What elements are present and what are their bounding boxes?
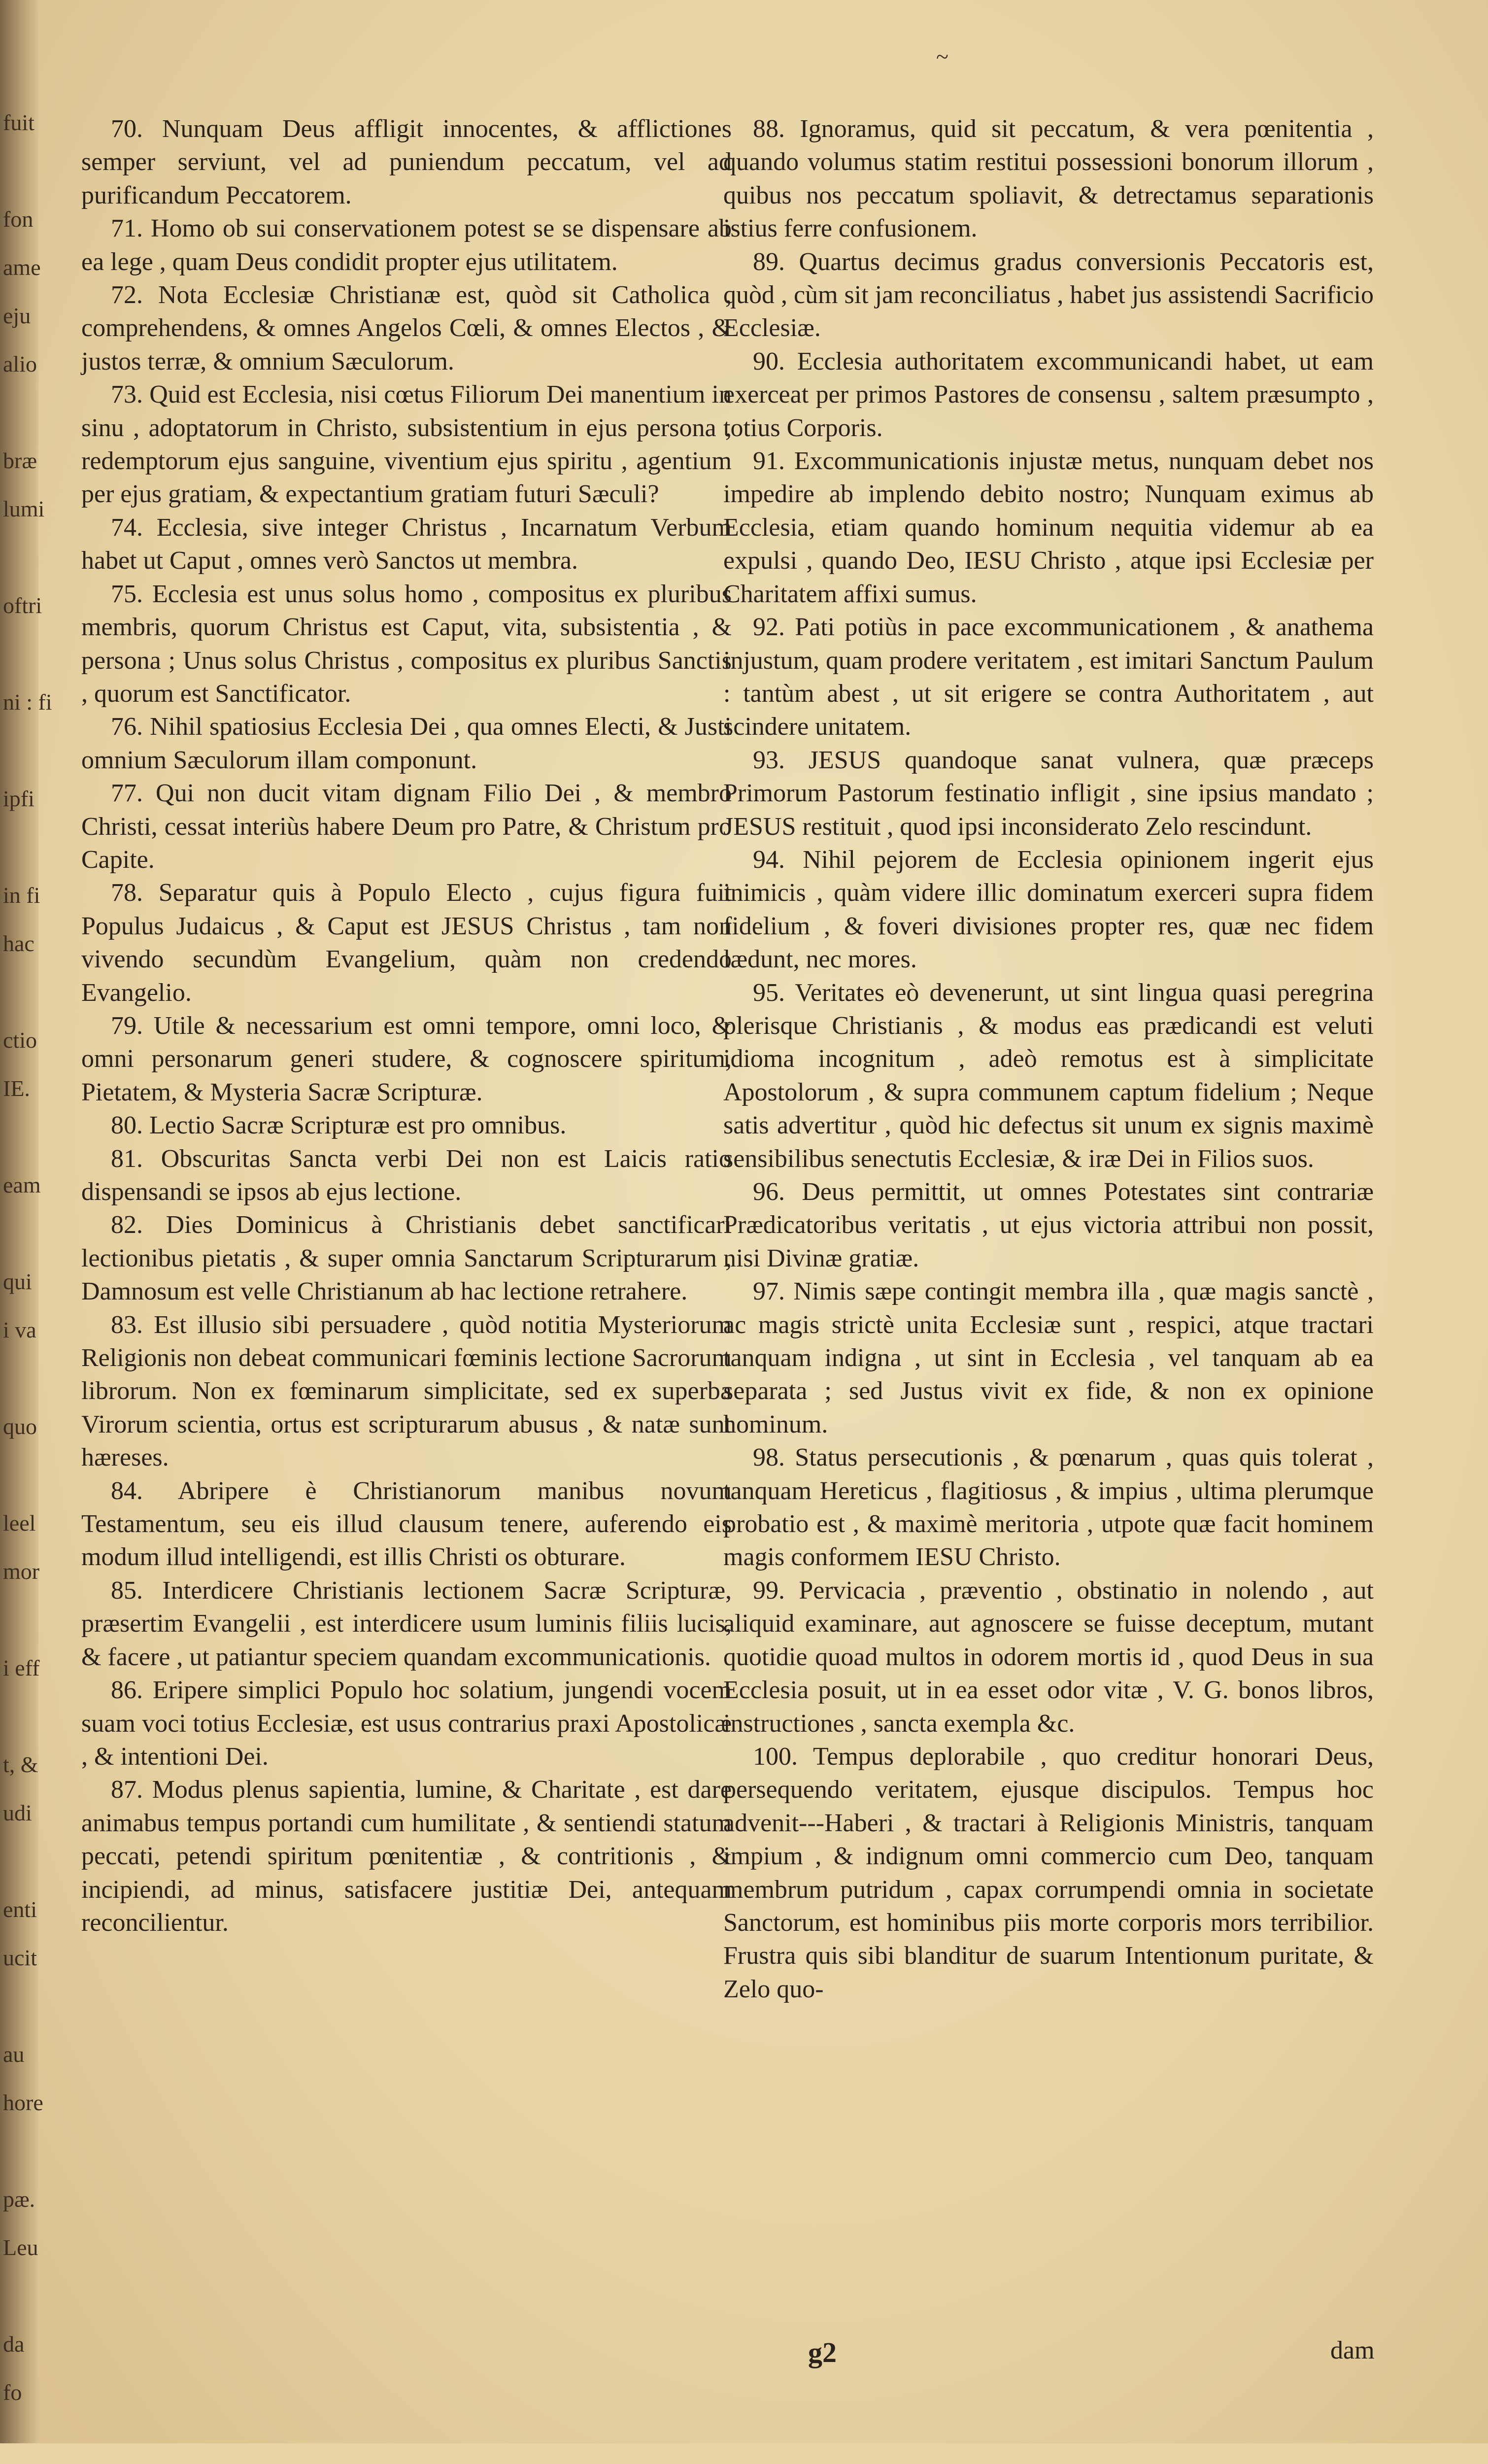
page-signature: g2 <box>808 2336 837 2368</box>
paragraph-number: 72. <box>111 281 143 309</box>
margin-fragment: ni : fi <box>3 689 52 715</box>
facing-page-margin-fragments <box>0 99 52 2415</box>
paragraph-number: 83. <box>111 1310 143 1339</box>
paragraph-number: 91. <box>753 447 785 476</box>
numbered-paragraph <box>81 777 732 876</box>
numbered-paragraph <box>81 1308 732 1474</box>
paragraph-number: 84. <box>111 1476 143 1505</box>
left-text-column <box>81 112 732 2291</box>
paragraph-text: Dies Dominicus à Christianis debet sanctificari lectionibus pietatis , & super omnia Sanctarum Scripturarum , Damnosum est velle Christianum ab hac lectione retrahere. <box>81 1211 732 1306</box>
margin-fragment: leel <box>3 1510 36 1536</box>
margin-fragment: eam <box>3 1172 41 1198</box>
numbered-paragraph <box>81 1574 732 1674</box>
numbered-paragraph <box>81 876 732 1009</box>
paragraph-number: 86. <box>111 1676 143 1705</box>
paragraph-text: Status persecutionis , & pœnarum , quas quis tolerat , tanquam Hereticus , flagitiosus , & impius , ultima plerumque probatio est , & maximè meritoria , utpote quæ facit hominem magis conformem IESU Christo. <box>723 1443 1374 1572</box>
margin-fragment: eju <box>3 303 31 328</box>
paragraph-text: Tempus deplorabile , quo creditur honorari Deus, persequendo veritatem, ejusque discipulos. Tempus hoc advenit---Haberi , & tractari à Religionis Ministris, tanquam impium , & indignum omni commercio cum Deo, tanquam membrum putridum , capax corrumpendi omnia in societate Sanctorum, est hominibus piis morte corporis mors terribilior. Frustra quis sibi blanditur de suarum Intentionum puritate, & Zelo quo- <box>723 1742 1374 2003</box>
paragraph-text: Modus plenus sapientia, lumine, & Charitate , est dare animabus tempus portandi cum humilitate , & sentiendi statum peccati, petendi spiritum pœnitentiæ , & contritionis , & incipiendi, ad minus, satisfacere justitiæ Dei, antequam reconcilientur. <box>81 1776 732 1937</box>
numbered-paragraph <box>723 245 1374 345</box>
margin-fragment <box>0 1354 39 1403</box>
margin-fragment: quo <box>3 1414 37 1439</box>
paragraph-number: 71. <box>111 214 143 243</box>
paragraph-text: Nihil spatiosius Ecclesia Dei , qua omnes Electi, & Justi omnium Sæculorum illam componunt. <box>81 713 732 774</box>
paragraph-text: Quid est Ecclesia, nisi cœtus Filiorum Dei manentium in sinu , adoptatorum in Christo, subsistentium in ejus persona , redemptorum ejus sanguine, viventium ejus spiritu , agentium per ejus gratiam, & expectantium gratiam futuri Sæculi? <box>81 380 732 509</box>
paragraph-text: Ecclesia est unus solus homo , compositus ex pluribus membris, quorum Christus est Caput, vita, subsistentia , & persona ; Unus solus Christus , compositus ex pluribus Sanctis , quorum est Sanctificator. <box>81 580 732 708</box>
margin-fragment: i eff <box>3 1655 40 1680</box>
paragraph-number: 99. <box>753 1576 785 1605</box>
margin-fragment: bræ <box>3 448 37 473</box>
numbered-paragraph <box>81 1474 732 1574</box>
paragraph-text: Separatur quis à Populo Electo , cujus figura fuit Populus Judaicus , & Caput est JESUS Christus , tam non vivendo secundùm Evangelium, quàm non credendo Evangelio. <box>81 879 732 1007</box>
numbered-paragraph <box>81 1009 732 1109</box>
paragraph-number: 94. <box>753 845 785 874</box>
margin-fragment: hore <box>3 2090 43 2115</box>
paragraph-text: Ecclesia, sive integer Christus , Incarnatum Verbum habet ut Caput , omnes verò Sanctos ut membra. <box>81 513 732 575</box>
numbered-paragraph <box>81 511 732 578</box>
margin-fragment <box>0 533 39 582</box>
paragraph-text: Deus permittit, ut omnes Potestates sint contrariæ Prædicatoribus veritatis , ut ejus victoria attribui non possit, nisi Divinæ gratiæ. <box>723 1178 1374 1272</box>
margin-fragment: fo <box>3 2380 22 2405</box>
margin-fragment: ame <box>3 255 41 280</box>
margin-fragment <box>0 1113 39 1161</box>
paragraph-number: 77. <box>111 779 143 808</box>
margin-fragment: pæ. <box>3 2187 35 2212</box>
numbered-paragraph <box>81 710 732 777</box>
margin-fragment <box>0 2272 39 2320</box>
margin-fragment: alio <box>3 351 37 376</box>
margin-fragment <box>0 1837 39 1885</box>
numbered-paragraph <box>723 1574 1374 1740</box>
numbered-paragraph <box>81 1208 732 1308</box>
numbered-paragraph <box>723 976 1374 1175</box>
paragraph-text: Lectio Sacræ Scripturæ est pro omnibus. <box>143 1111 567 1140</box>
margin-fragment: enti <box>3 1897 37 1922</box>
margin-fragment: lumi <box>3 496 45 521</box>
margin-fragment: au <box>3 2042 25 2067</box>
paragraph-text: Quartus decimus gradus conversionis Peccatoris est, quòd , cùm sit jam reconciliatus , habet jus assistendi Sacrificio Ecclesiæ. <box>723 247 1374 342</box>
margin-fragment: fon <box>3 206 34 232</box>
paragraph-number: 88. <box>753 115 785 143</box>
numbered-paragraph <box>723 445 1374 611</box>
numbered-paragraph <box>723 345 1374 445</box>
paragraph-number: 75. <box>111 580 143 608</box>
margin-fragment <box>0 388 39 437</box>
paragraph-text: Nimis sæpe contingit membra illa , quæ magis sanctè , ac magis strictè unita Ecclesiæ sunt , respici, atque tractari tanquam indigna , ut sint in Ecclesia , vel tanquam ab ea separata ; sed Justus vivit ex fide, & non ex opinione hominum. <box>723 1277 1374 1438</box>
paragraph-text: Abripere è Christianorum manibus novum Testamentum, seu eis illud clausum tenere, auferendo eis modum illud intelligendi, est illis Christi os obturare. <box>81 1476 732 1572</box>
paragraph-text: Excommunicationis injustæ metus, nunquam debet nos impedire ab implendo debito nostro; Nunquam eximus ab Ecclesia, etiam quando hominum nequitia videmur ab ea expulsi , quando Deo, IESU Christo , atque ipsi Ecclesiæ per Charitatem affixi sumus. <box>723 447 1374 608</box>
numbered-paragraph <box>723 112 1374 245</box>
margin-fragment: t, & <box>3 1752 38 1777</box>
paragraph-text: Utile & necessarium est omni tempore, omni loco, & omni personarum generi studere, & cognoscere spiritum, Pietatem, & Mysteria Sacræ Scripturæ. <box>81 1011 732 1106</box>
paragraph-number: 89. <box>753 247 785 276</box>
paragraph-text: Eripere simplici Populo hoc solatium, jungendi vocem suam voci totius Ecclesiæ, est usus contrarius praxi Apostolicæ , & intentioni Dei. <box>81 1676 732 1771</box>
margin-fragment <box>0 1982 39 2030</box>
margin-fragment: ucit <box>3 1945 37 1970</box>
margin-fragment: in fi <box>3 883 40 908</box>
margin-fragment <box>0 968 39 1016</box>
paragraph-number: 96. <box>753 1178 785 1206</box>
margin-fragment: udi <box>3 1800 32 1825</box>
numbered-paragraph <box>81 212 732 278</box>
margin-fragment <box>0 1596 39 1644</box>
paragraph-number: 73. <box>111 380 143 409</box>
margin-fragment <box>0 1209 39 1258</box>
margin-fragment: oftri <box>3 593 42 618</box>
paragraph-number: 79. <box>111 1011 143 1040</box>
margin-fragment <box>0 2127 39 2175</box>
numbered-paragraph <box>81 1773 732 1939</box>
paragraph-number: 78. <box>111 879 143 907</box>
paragraph-number: 82. <box>111 1211 143 1239</box>
paragraph-number: 70. <box>111 115 143 143</box>
margin-fragment: mor <box>3 1559 40 1584</box>
margin-fragment <box>0 630 39 678</box>
paragraph-text: Nihil pejorem de Ecclesia opinionem ingerit ejus inimicis , quàm videre illic dominatum exerceri supra fidem fidelium , & foveri divisiones propter res, quæ nec fidem lædunt, nec mores. <box>723 845 1374 974</box>
margin-fragment <box>0 2417 39 2464</box>
numbered-paragraph <box>81 1142 732 1209</box>
paragraph-number: 93. <box>753 746 785 774</box>
right-text-column <box>723 112 1374 2291</box>
numbered-paragraph <box>81 578 732 711</box>
paragraph-text: Nota Ecclesiæ Christianæ est, quòd sit Catholica , comprehendens, & omnes Angelos Cœli, & omnes Electos , & justos terræ, & omnium Sæculorum. <box>81 281 732 376</box>
paragraph-number: 100. <box>753 1742 798 1771</box>
paragraph-number: 98. <box>753 1443 785 1472</box>
paragraph-text: Ecclesia authoritatem excommunicandi habet, ut eam exerceat per primos Pastores de consensu , saltem præsumpto , totius Corporis. <box>723 347 1374 442</box>
margin-fragment <box>0 726 39 775</box>
paragraph-number: 92. <box>753 613 785 642</box>
margin-fragment: qui <box>3 1269 32 1294</box>
paragraph-text: Pervicacia , præventio , obstinatio in nolendo , aut aliquid examinare, aut agnoscere se fuisse deceptum, mutant quotidie quoad multos in odorem mortis id , quod Deus in sua Ecclesia posuit, ut in ea esset odor vitæ , V. G. bonos libros, instructiones , sancta exempla &c. <box>723 1576 1374 1738</box>
margin-fragment: i va <box>3 1317 36 1342</box>
paragraph-text: Homo ob sui conservationem potest se se dispensare ab ea lege , quam Deus condidit propter ejus utilitatem. <box>81 214 732 276</box>
margin-fragment: da <box>3 2331 25 2357</box>
paragraph-text: JESUS quandoque sanat vulnera, quæ præceps Primorum Pastorum festinatio infligit , sine ipsius mandato ; JESUS restituit , quod ipsi inconsiderato Zelo rescindunt. <box>723 746 1374 841</box>
numbered-paragraph <box>723 1275 1374 1441</box>
margin-fragment: Leu <box>3 2235 38 2260</box>
numbered-paragraph <box>81 1109 732 1142</box>
paragraph-number: 81. <box>111 1144 143 1173</box>
paragraph-number: 80. <box>111 1111 143 1140</box>
numbered-paragraph <box>81 378 732 511</box>
margin-fragment <box>0 1692 39 1741</box>
paragraph-text: Pati potiùs in pace excommunicationem , & anathema injustum, quam prodere veritatem , est imitari Sanctum Paulum : tantùm abest , ut sit erigere se contra Authoritatem , aut scindere unitatem. <box>723 613 1374 741</box>
margin-fragment <box>0 823 39 871</box>
numbered-paragraph <box>81 112 732 212</box>
numbered-paragraph <box>81 1674 732 1773</box>
margin-fragment: ipfi <box>3 786 34 811</box>
paragraph-number: 74. <box>111 513 143 542</box>
paragraph-text: Est illusio sibi persuadere , quòd notitia Mysteriorum Religionis non debeat communicari fœminis lectione Sacrorum librorum. Non ex fœminarum simplicitate, sed ex superba Virorum scientia, ortus est scripturarum abusus , & natæ sunt hæreses. <box>81 1310 732 1472</box>
margin-fragment: fuit <box>3 110 34 135</box>
paragraph-number: 87. <box>111 1776 143 1804</box>
paragraph-text: Nunquam Deus affligit innocentes, & afflictiones semper serviunt, vel ad puniendum peccatum, vel ad purificandum Peccatorem. <box>81 115 732 209</box>
paragraph-number: 95. <box>753 978 785 1007</box>
paragraph-text: Ignoramus, quid sit peccatum, & vera pœnitentia , quando volumus statim restitui possessioni bonorum illorum , quibus nos peccatum spoliavit, & detrectamus separationis istius ferre confusionem. <box>723 115 1374 243</box>
paragraph-number: 97. <box>753 1277 785 1306</box>
top-mark: ~ <box>936 44 948 69</box>
margin-fragment <box>0 1451 39 1499</box>
numbered-paragraph <box>723 611 1374 744</box>
paragraph-number: 90. <box>753 347 785 376</box>
paragraph-text: Qui non ducit vitam dignam Filio Dei , & membro Christi, cessat interiùs habere Deum pro Patre, & Christum pro Capite. <box>81 779 732 874</box>
margin-fragment: hac <box>3 931 34 956</box>
numbered-paragraph <box>723 1441 1374 1574</box>
paragraph-number: 76. <box>111 713 143 741</box>
margin-fragment: IE. <box>3 1076 30 1101</box>
numbered-paragraph <box>81 278 732 378</box>
numbered-paragraph <box>723 843 1374 976</box>
numbered-paragraph <box>723 1175 1374 1275</box>
margin-fragment: ctio <box>3 1027 37 1053</box>
margin-fragment <box>0 147 39 195</box>
catchword: dam <box>1330 2336 1375 2364</box>
numbered-paragraph <box>723 744 1374 843</box>
paragraph-text: Obscuritas Sancta verbi Dei non est Laicis ratio dispensandi se ipsos ab ejus lectione. <box>81 1144 732 1206</box>
paragraph-number: 85. <box>111 1576 143 1605</box>
paragraph-text: Interdicere Christianis lectionem Sacræ Scripturæ, præsertim Evangelii , est interdicere usum luminis filiis lucis, & facere , ut patiantur speciem quandam excommunicationis. <box>81 1576 732 1671</box>
numbered-paragraph <box>723 1740 1374 2006</box>
paragraph-text: Veritates eò devenerunt, ut sint lingua quasi peregrina plerisque Christianis , & modus eas prædicandi est veluti idioma incognitum , adeò remotus est à simplicitate Apostolorum , & supra communem captum fidelium ; Neque satis advertitur , quòd hic defectus sit unum ex signis maximè sensibilibus senectutis Ecclesiæ, & iræ Dei in Filios suos. <box>723 978 1374 1173</box>
